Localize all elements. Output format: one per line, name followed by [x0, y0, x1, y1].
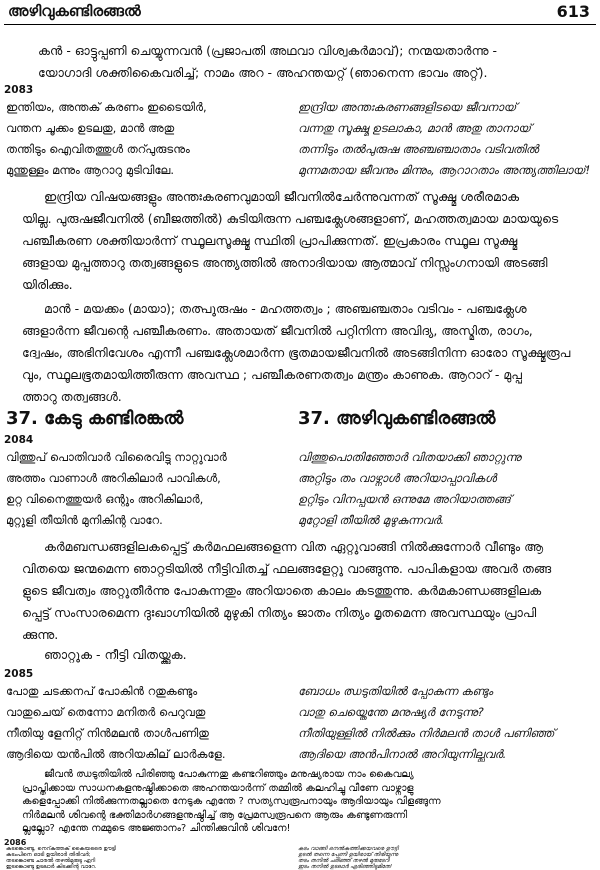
original-line: കടംപിനെ ഓടി ഉയിരാർ തിരിവർ;: [6, 852, 91, 858]
text-line: വും, സ്ഥൂലഭൂതമായിത്തീരുന്ന അവസ്ഥ ; പഞ്ചീകരണതത്വം മന്ത്രം കാണുക. ആറാറ് - മുപ്പ: [22, 367, 522, 382]
translation-line: മുന്നമതായ ജീവനും മിന്നും, ആറാറതാം അന്ത്യത്തിലായ്!: [298, 163, 591, 177]
chapter-heading-original: 37. കേടു കണ്ടിരങ്കൽ: [6, 408, 184, 429]
commentary-paragraph: [22, 536, 584, 646]
text-line: മാൻ - മയക്കം (മായാ); തത്പുരുഷം - മഹത്തത്വം ; അഞ്ചഞ്ചതാം വടിവം - പഞ്ചക്ലേശ: [44, 301, 527, 316]
text-line: വിതയെ ജന്മമെന്ന ഞാറ്റടിയിൽ നീട്ടിവിതച്ച് ഫലങ്ങളേറ്റു വാങ്ങുന്നു. പാപികളായ അവർ തങ്ങ: [22, 561, 552, 576]
verse-line: [0, 705, 600, 726]
verse-2086-block: [0, 846, 600, 870]
verse-line: [0, 100, 600, 121]
verse-line: [0, 864, 600, 870]
chapter-heading-translation: 37. അഴിവുകണ്ടിരങ്ങൽ: [298, 408, 496, 429]
verse-line: [0, 513, 600, 534]
text-line: ക്കുന്നു.: [22, 627, 59, 642]
text-line: യിരിക്കും.: [22, 277, 73, 292]
verse-line: [0, 163, 600, 184]
text-line: പഞ്ചീകരണ ശക്തിയാർന്ന് സ്ഥൂലസൂക്ഷ്മ സ്ഥിതി പ്രാപിക്കുന്നത്. ഇപ്രകാരം സ്ഥൂല സൂക്ഷ്മ: [22, 233, 518, 248]
commentary-paragraph: [22, 768, 584, 836]
intro-paragraph: [38, 40, 586, 84]
translation-line: ആദിയെ അൻപിനാൽ അറിയുന്നില്ലവർ.: [298, 747, 507, 761]
translation-line: ഇന്ദ്രിയ അന്തഃകരണങ്ങളിടയെ ജീവനായ്: [298, 100, 517, 114]
original-line: വന്തന ചൂക്കം ഉടലതു, മാൻ അതു: [6, 121, 175, 135]
text-line: കൻ - ഓട്ടുപ്പണി ചെയ്യുന്നവൻ (പ്രജാപതി അഥവാ വിശ്വകർമാവ്); നന്മയതാർന്നു -: [38, 43, 498, 58]
translation-line: മുറ്റോളി തീയിൽ മുഴുകുന്നവർ.: [298, 513, 445, 527]
verse-line: [0, 684, 600, 705]
translation-line: വിത്തുപൊതിഞ്ഞോർ വിതയാക്കി ഞാറ്റുന്നു: [298, 450, 522, 464]
verse-number: 2084: [4, 434, 34, 446]
original-line: ആദിയെ യൻപിൽ അറിയകില് ലാർകളേ.: [6, 747, 226, 761]
text-line: കർമബന്ധങ്ങളിലകപ്പെട്ട് കർമഫലങ്ങളെന്ന വിത ഏറ്റുവാങ്ങി നിൽക്കുന്നോർ വീണ്ടും ആ: [44, 539, 544, 554]
original-line: കടങ്കൊണ്ടു, നെറ്കുത്തക് കൈയരൈ ഊട്ടി: [6, 846, 117, 852]
verse-line: [0, 726, 600, 747]
commentary-paragraph: [22, 186, 584, 296]
translation-line: തടം തനിൽ ചരിഞ്ഞ് തഴൽ മുരുടേറി: [298, 858, 390, 864]
translation-line: ബോധം ഝടുതിയിൽ പ്പോകുന്ന കണ്ടും: [298, 684, 493, 698]
original-line: നീതിയു ളേനിറ്റ് നിൻമലൻ താൾപണിതു: [6, 726, 209, 740]
translation-line: വന്നതു സൂക്ഷ്മ ഉടലാകാ, മാൻ അതു താനായ്: [298, 121, 531, 135]
verse-number: 2086: [4, 838, 27, 847]
verse-line: [0, 450, 600, 471]
text-line: പ്പെട്ട് സംസാരമെന്ന ദുഃഖാഗ്നിയിൽ മുഴുകി നിത്യം ജാതം നിത്യം മൃതമെന്ന അവസ്ഥയും പ്രാപി: [22, 605, 537, 620]
verse-line: [0, 492, 600, 513]
text-line: ഇന്ദ്രിയ വിഷയങ്ങളും അന്തഃകരണവുമായി ജീവനിൽചേർന്നുവന്നത് സൂക്ഷ്മ ശരീരമാക: [44, 189, 520, 204]
text-line: യില്ല. പുരുഷജീവനിൽ (ബീജത്തിൽ) കുടിയിരുന്ന പഞ്ചക്ലേശങ്ങളാണ്, മഹത്തത്വമായ മായയുടെ: [22, 211, 559, 226]
text-line: നിർമലൻ ശിവന്റെ ഭക്തിമാർഗങ്ങളനുഷ്ഠിച്ച് ആ പ്രേമസ്വരൂപനെ ആരും കണ്ടുണരുന്നി: [22, 809, 408, 821]
verse-line: [0, 747, 600, 768]
original-line: വിത്തുപ് പൊതിവാർ വിരൈവിട്ടു നാറ്റുവാർ: [6, 450, 227, 464]
text-line: ല്ലല്ലോ? എന്തേ നമ്മുടെ അജ്ഞാനം? ചിന്തിക്കുവിൻ ശിവനേ!: [22, 823, 291, 834]
original-line: ഇന്തിയം, അന്തക് കരണം ഇടൈയിർ,: [6, 100, 207, 114]
text-line: പ്രാപ്തിക്കായ സാധനകളനുഷ്ഠിക്കാതെ അഹന്തയാർന്ന് തമ്മിൽ കലഹിച്ചു വീണേ വാഴ്നാളു: [22, 782, 414, 794]
notes-paragraph: [22, 298, 584, 408]
translation-line: വാതു ചെയ്തെന്തേ മനുഷ്യർ നേടുന്നു?: [298, 705, 484, 719]
original-line: ഇടങ്കൊണ്ടു ഉടലാർ കിടക്കിന്റ വാറേ.: [6, 864, 97, 870]
translation-line: ഇടം തനിൽ ഉടലാർ എരിഞ്ഞിടുമിതേ!: [298, 864, 393, 870]
original-line: അത്തം വാണാൾ അറികിലാർ പാവികൾ,: [6, 471, 221, 485]
original-line: തടങ്കൊണ്ട ചാരൽ തഴൽമുരുടു ഏറി: [6, 858, 96, 864]
running-title: അഴിവുകണ്ടിരങ്ങൽ: [8, 2, 141, 20]
translation-line: ഉടൽ തന്നെ പ്പേണി ഉയിരായ് തിരിയുന്നു: [298, 852, 398, 858]
page-header: [0, 0, 600, 22]
text-line: ങ്ങളായ മുപ്പത്താറു തത്വങ്ങളുടെ അന്ത്യത്തിൽ അനാദിയായ ആത്മാവ് നിസ്സംഗനായി അടങ്ങി: [22, 255, 548, 270]
text-line: ളുടെ ജീവത്വം അറ്റുതീർന്നു പോകുന്നതും അറിയാതെ കാലം കടത്തുന്നു. കർമകാണ്ഡങ്ങളിലക: [22, 583, 542, 598]
text-line: ങ്ങളാർന്ന ജീവന്റെ പഞ്ചീകരണം. അതായത് ജീവനിൽ പറ്റിനിന്ന അവിദ്യ, അസ്മിത, രാഗം,: [22, 323, 533, 338]
verse-line: [0, 142, 600, 163]
notes-paragraph: [22, 644, 584, 666]
verse-number: 2085: [4, 668, 34, 680]
text-line: ജീവൻ ഝടുതിയിൽ പിരിഞ്ഞു പോകുന്നതു കണ്ടറിഞ്ഞും മനുഷ്യരായ നാം കൈവല്യ: [44, 769, 414, 780]
header-rule: [4, 24, 596, 25]
original-line: തന്തിടും ഐവിതത്തുൾ തറ്പുരുടനും: [6, 142, 190, 156]
original-line: മുറ്റുളി തീയിൻ മുനികിന്റ വാറേ.: [6, 513, 163, 527]
translation-line: തന്നിടും തൽപുരുഷ അഞ്ചഞ്ചാതാം വടിവതിൽ: [298, 142, 539, 156]
text-line: ഞാറ്റുക - നീട്ടി വിതയ്ക്കുക.: [44, 647, 187, 662]
text-line: ദ്വേഷം, അഭിനിവേശം എന്നീ പഞ്ചക്ലേശമാർന്ന ഭൂതമായജീവനിൽ അടങ്ങിനിന്ന ഓരോ സൂക്ഷ്മരൂപ: [22, 345, 571, 360]
original-line: വാതുചെയ് തെന്നോ മനിതർ പെറുവതു: [6, 705, 206, 719]
verse-line: [0, 471, 600, 492]
original-line: പോതു ചടക്കനപ് പോകിൻ റതുകണ്ടും: [6, 684, 198, 698]
text-line: യോഗാദി ശക്തികൈവരിച്ച്; നാമം അറ - അഹന്തയറ്റ് (ഞാനെന്ന ഭാവം അറ്റ്).: [38, 65, 488, 80]
verse-number: 2083: [4, 84, 34, 96]
translation-line: നീതിയുള്ളിൽ നിൽക്കും നിർമലൻ താൾ പണിഞ്ഞ്: [298, 726, 555, 740]
original-line: ഉറ്റ വിനൈത്തുയർ ഒന്റും അറികിലാർ,: [6, 492, 204, 506]
translation-line: ഉറ്റിടും വിനപ്പയൻ ഒന്നുമേ അറിയാത്തങ്ങ്: [298, 492, 511, 506]
original-line: മുന്തുള്ളം മന്നും ആറാറു മുടിവിലേ.: [6, 163, 174, 177]
translation-line: കടം വാങ്ങി നെൽകുത്തിക്കയവരെ ഊട്ടി: [298, 846, 399, 852]
page-number: 613: [556, 2, 590, 21]
translation-line: അറ്റിടും തം വാഴ്നാൾ അറിയാപ്പാവികൾ: [298, 471, 497, 485]
verse-line: [0, 121, 600, 142]
text-line: കളെപ്പോക്കി നിൽക്കുന്നതല്ലാതെ നേടുക എന്തേ ? സത്യസ്വരൂപനായും ആദിയായും വിളങ്ങുന്ന: [22, 796, 441, 807]
text-line: ത്താറു തത്വങ്ങൾ.: [22, 389, 122, 404]
